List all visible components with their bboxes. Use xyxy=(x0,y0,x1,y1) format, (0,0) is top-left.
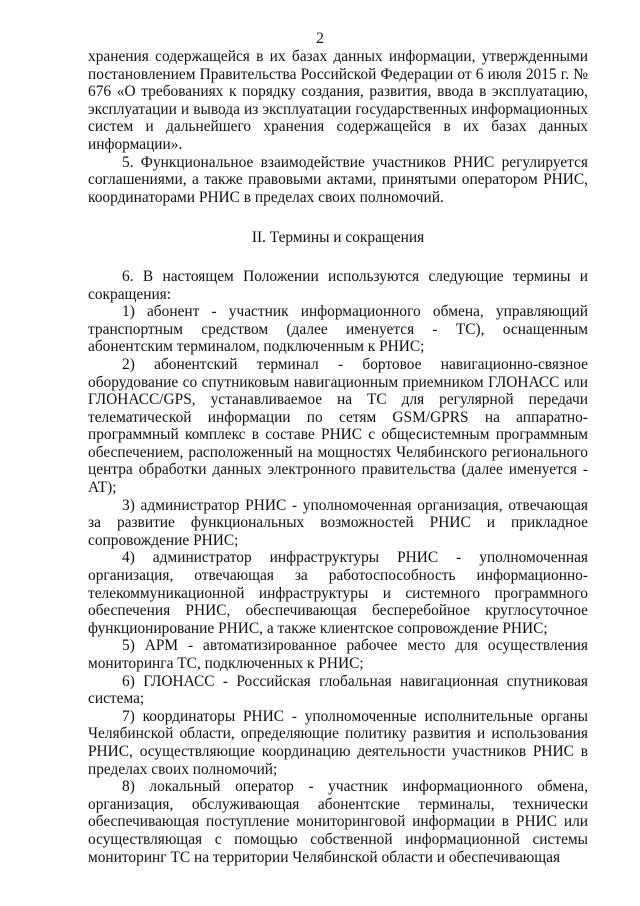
paragraph-item-5: 5. Функциональное взаимодействие участников РНИС регулируется соглашениями, а также правовыми актами, принятыми оператором РНИС, координаторами РНИС в пределах своих полномочий. xyxy=(88,153,588,206)
term-glonass: 6) ГЛОНАСС - Российская глобальная навигационная спутниковая система; xyxy=(88,672,588,708)
paragraph-item-6: 6. В настоящем Положении используются следующие термины и сокращения: xyxy=(88,267,588,303)
term-local-operator: 8) локальный оператор - участник информационного обмена, организация, обслуживающая абонентские терминалы, технически обеспечивающая поступление мониторинговой информации в РНИС или осуществляющая с помощью собственной информационной системы мониторинг ТС на территории Челябинской области и обеспечивающая xyxy=(88,778,588,866)
page-number: 2 xyxy=(316,30,324,47)
term-arm: 5) АРМ - автоматизированное рабочее место для осуществления мониторинга ТС, подключенных к РНИС; xyxy=(88,637,588,672)
section-heading: II. Термины и сокращения xyxy=(251,229,425,247)
term-abonent-terminal: 2) абонентский терминал - бортовое навигационно-связное оборудование со спутниковым навигационным приемником ГЛОНАСС или ГЛОНАСС/GPS, устанавливаемое на ТС для регулярной передачи телематической информации по сетям GSM/GPRS на аппаратно-программный комплекс в составе РНИС с общесистемным программным обеспечением, расположенный на мощностях Челябинского регионального центра обработки данных электронного правительства (далее именуется - АТ); xyxy=(88,355,588,497)
term-abonent: 1) абонент - участник информационного обмена, управляющий транспортным средством (далее именуется - ТС), оснащенным абонентским терминалом, подключенным к РНИС; xyxy=(88,303,588,356)
term-infrastructure-administrator: 4) администратор инфраструктуры РНИС - уполномоченная организация, отвечающая за работоспособность информационно-телекоммуникационной инфраструктуры и системного программного обеспечения РНИС, обеспечивающая бесперебойное круглосуточное функционирование РНИС, а также клиентское сопровождение РНИС; xyxy=(88,549,588,637)
term-rnis-administrator: 3) администратор РНИС - уполномоченная организация, отвечающая за развитие функциональных возможностей РНИС и прикладное сопровождение РНИС; xyxy=(88,496,588,549)
paragraph-continuation: хранения содержащейся в их базах данных информации, утвержденными постановлением Правительства Российской Федерации от 6 июля 2015 г. № 676 «О требованиях к порядку создания, развития, ввода в эксплуатацию, эксплуатации и вывода из эксплуатации государственных информационных систем и дальнейшего хранения содержащейся в их базах данных информации». xyxy=(88,48,588,153)
term-coordinators: 7) координаторы РНИС - уполномоченные исполнительные органы Челябинской области, определяющие политику развития и использования РНИС, осуществляющие координацию деятельности участников РНИС в пределах своих полномочий; xyxy=(88,707,588,778)
document-body xyxy=(88,48,588,866)
